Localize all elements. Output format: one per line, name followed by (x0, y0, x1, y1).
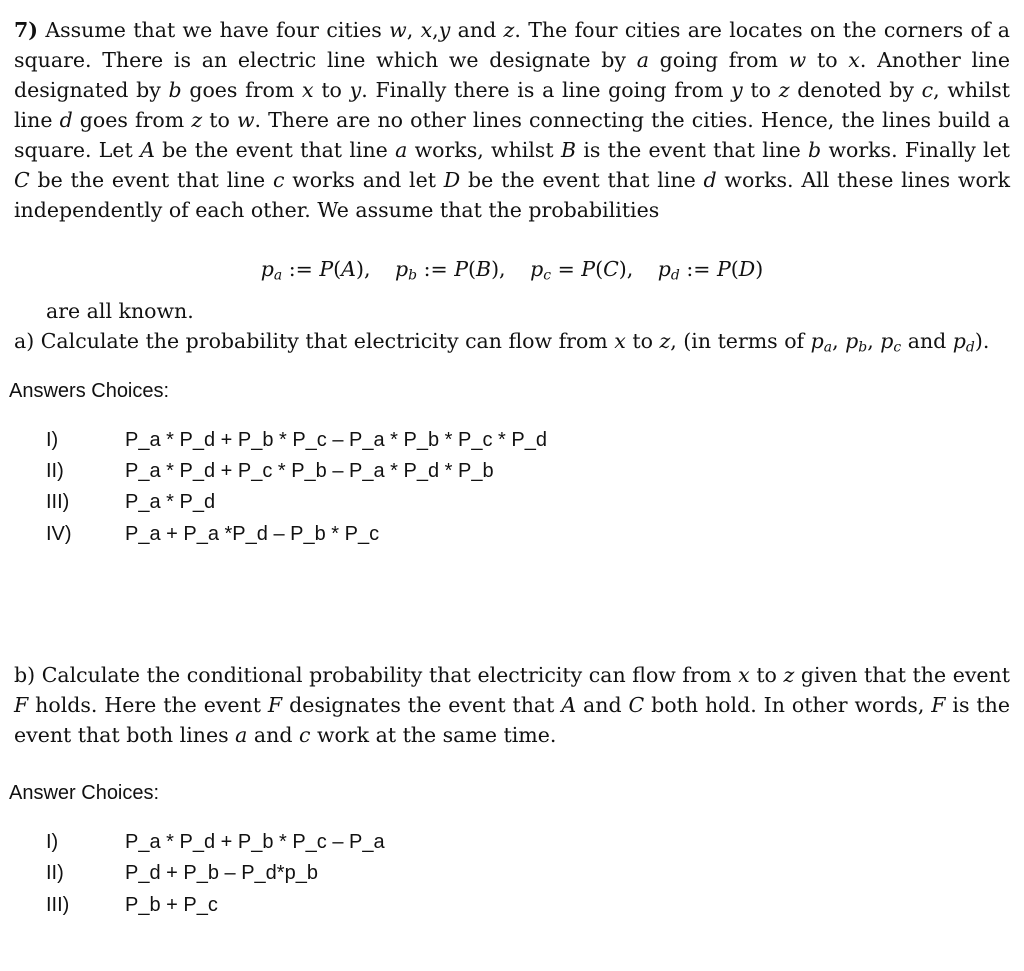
question-number: 7) (14, 18, 38, 42)
choice-b-3[interactable] (0, 890, 1024, 920)
choice-b-2[interactable] (0, 858, 1024, 888)
choice-number: I) (46, 429, 59, 451)
choice-b-1[interactable] (0, 827, 1024, 857)
part-a-question: a) Calculate the probability that electricity can flow from x to z, (in terms of $p_a$, $p_b$, $p_c$ and $p_d$). (14, 329, 990, 356)
part-b-label: b) (14, 663, 36, 687)
choice-text: P_a + P_a *P_d – P_b * P_c (125, 523, 380, 545)
choice-a-4[interactable] (0, 519, 1024, 549)
choice-text: P_a * P_d (125, 491, 216, 513)
choice-number: II) (46, 862, 64, 884)
choice-number: II) (46, 460, 64, 482)
choice-a-3[interactable] (0, 487, 1024, 517)
probability-definitions: $p_a$ := P(A), $p_b$ := P(B), $p_c = P(C)$, $p_d$ := P(D) (260, 257, 764, 284)
choice-a-2[interactable] (0, 456, 1024, 486)
part-b-question: b) Calculate the conditional probability that electricity can flow from x to z given that the event F holds. Here the event F designates the event that A and C both hold. In other words, F is the event that both lines a and c work at the same time. (14, 663, 1010, 747)
choice-number: I) (46, 831, 59, 853)
section-b-heading: Answer Choices: (9, 782, 160, 804)
choice-text: P_a * P_d + P_b * P_c – P_a * P_b * P_c * P_d (125, 429, 547, 451)
problem-statement: 7) Assume that we have four cities w, x,y and z. The four cities are locates on the corners of a square. There is an electric line which we designate by a going from w to x. Another line designated by b goes from x to y. Finally there is a line going from y to z denoted by c, whilst line d goes from z to w. There are no other lines connecting the cities. Hence, the lines build a square. Let A be the event that line a works, whilst B is the event that line b works. Finally let C be the event that line c works and let D be the event that line d works. All these lines work independently of each other. We assume that the probabilities (14, 18, 1011, 222)
choice-text: P_d + P_b – P_d*p_b (125, 862, 318, 884)
known-text: are all known. (46, 299, 194, 323)
choice-number: III) (46, 894, 70, 916)
choice-text: P_a * P_d + P_c * P_b – P_a * P_d * P_b (125, 460, 494, 482)
choice-number: IV) (46, 523, 72, 545)
choice-text: P_b + P_c (125, 894, 218, 916)
part-a-label: a) (14, 329, 35, 353)
section-a-heading: Answers Choices: (9, 380, 170, 402)
choice-a-1[interactable] (0, 425, 1024, 455)
choice-number: III) (46, 491, 70, 513)
choice-text: P_a * P_d + P_b * P_c – P_a (125, 831, 385, 853)
